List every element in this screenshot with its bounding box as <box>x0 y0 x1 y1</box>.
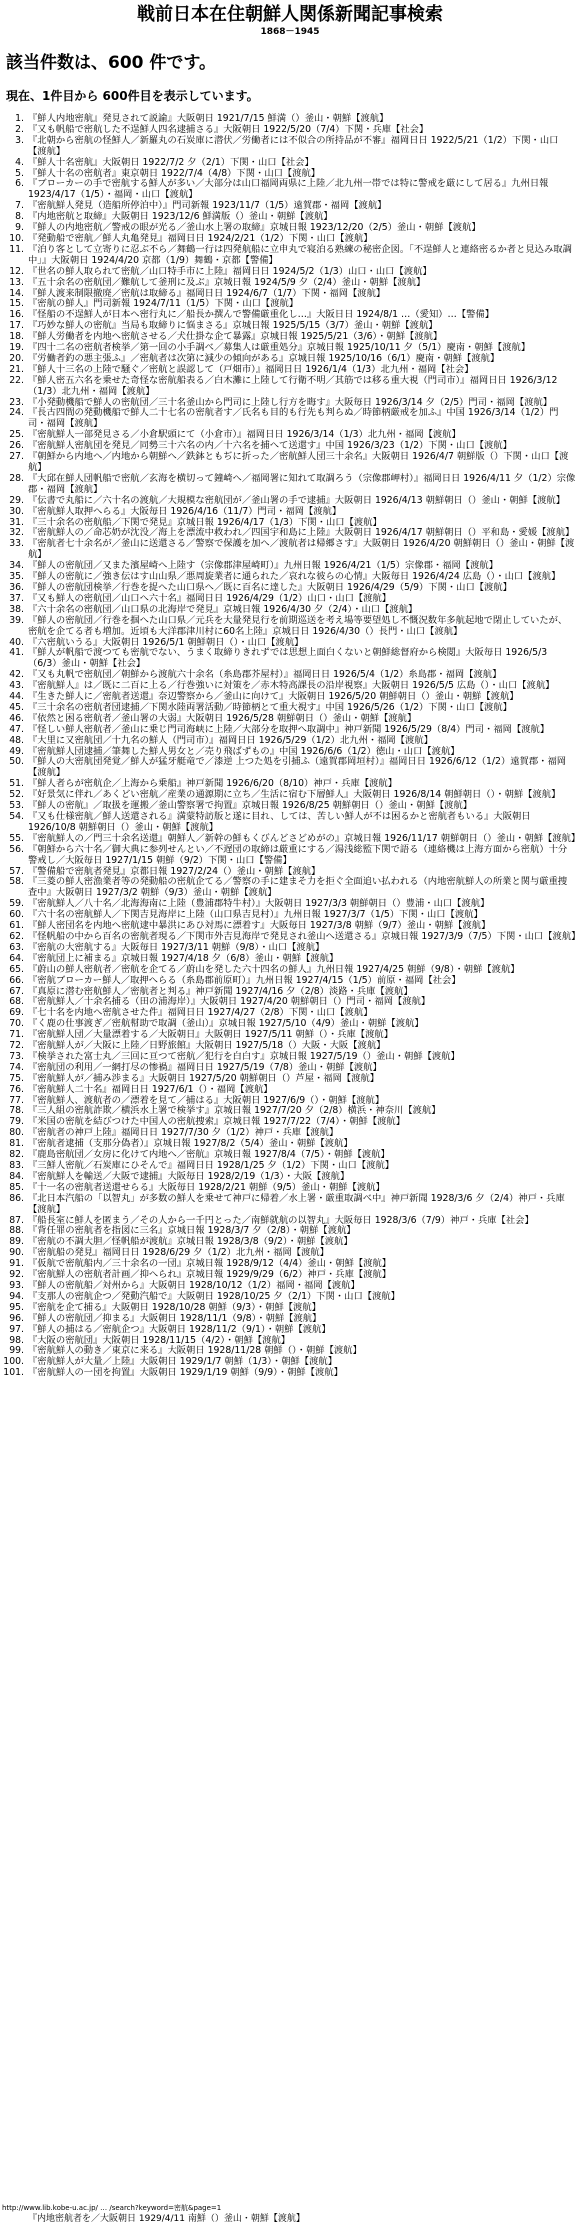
list-item-number: 64. <box>9 952 24 964</box>
list-item-number: 99. <box>9 1345 24 1357</box>
article-link[interactable]: 『密航鮮人が／大阪に上陸／日野旅館』大阪朝日 1927/5/18（）大阪・大阪【渡航】 <box>28 1040 386 1052</box>
list-item-number: 74. <box>9 1061 24 1073</box>
list-item <box>0 877 580 899</box>
list-item-number: 32. <box>9 527 24 539</box>
article-link[interactable]: 『密航ブローカー鮮人／取押へらる（糸島郡前原町）』九州日報 1927/4/15（1/5）前原・福岡【社会】 <box>28 974 461 986</box>
list-item-number: 65. <box>9 963 24 975</box>
article-link[interactable]: 『ブローカーの手で密航する鮮人が多い／大部分は山口福岡両県に上陸／北九州一帯では特に警戒を厳にして居る』九州日報 1923/4/17（1/5）・福岡・山口【渡航】 <box>28 178 549 201</box>
list-item-number: 50. <box>9 756 24 768</box>
article-link[interactable]: 『三鮮人密航／石炭庫にひそんで』福岡日日 1928/1/25 夕（1/2）下関・山口【渡航】 <box>28 1160 395 1171</box>
article-link[interactable]: 『鮮人の密航船／対州から』大阪朝日 1928/10/12（1/2）福岡・福岡【渡航】 <box>28 1279 360 1291</box>
list-item <box>0 474 580 496</box>
article-link[interactable]: 『密航鮮人の／門三十余名送還』朝鮮人／新幹の鮮もくびんどさどめがの』京城日報 1926/11/17 朝鮮朝日（）釜山・朝鮮【渡航】 <box>28 832 580 844</box>
article-link[interactable]: 『生きた鮮人に／密航者送還』奈辺警察から／釜山に向けて』大阪朝日 1926/5/20 朝鮮朝日（）釜山・朝鮮【渡航】 <box>28 691 519 703</box>
article-link[interactable]: 『三菱の鮮人密漁業者等の発動船の密航企てる／警察の手に建まそ力を拒ぐ全面追い払われる（内地密航鮮人の所業と関与厳重捜査中』大阪朝日 1927/3/2 朝鮮（9/3）釜山・朝鮮【渡航】 <box>28 876 568 899</box>
list-item-number: 7. <box>15 200 24 212</box>
list-item-number: 20. <box>9 352 24 364</box>
list-item-number: 31. <box>9 516 24 528</box>
article-link[interactable]: 『六十余名の密航団／山口県の北海岸で発見』京城日報 1926/4/30 夕（2/4）・山口【渡航】 <box>28 603 418 615</box>
list-item-number: 46. <box>9 712 24 724</box>
list-item-number: 6. <box>15 178 24 190</box>
article-link[interactable]: 『発動船で密航／鮮人丸亀発見』福岡日日 1924/2/21（1/2）下関・山口【渡航】 <box>28 232 373 244</box>
page-title: 戦前日本在住朝鮮人関係新聞記事検索 <box>137 4 443 25</box>
article-link[interactable]: 『小発動機船で鮮人の密航団／三十名釜山から門司に上陸し行方を晦す』大阪毎日 1926/3/14 夕（2/5）門司・福岡【渡航】 <box>28 396 553 408</box>
list-item-number: 48. <box>9 734 24 746</box>
article-link[interactable]: 『米国の密航を結びつけた中国人の密航捜索』京城日報 1927/7/22（7/4）・朝鮮【渡航】 <box>28 1116 406 1128</box>
list-item-number: 26. <box>9 440 24 452</box>
list-item-number: 29. <box>9 494 24 506</box>
list-item-number: 13. <box>9 276 24 288</box>
article-link[interactable]: 『密航鮮人が大量／上陸』大阪朝日 1929/1/7 朝鮮（1/3）・朝鮮【渡航】 <box>28 1356 337 1368</box>
list-item-number: 43. <box>9 680 24 692</box>
list-item-number: 57. <box>9 865 24 877</box>
article-link[interactable]: 『鮮人の密航に／強き伝はす山山県／悪周旋業者に通られた／哀れな彼らの心情』大阪毎日 1926/4/24 広島（）・山口【渡航】 <box>28 571 561 583</box>
list-item-number: 45. <box>9 701 24 713</box>
list-item <box>0 179 580 201</box>
article-link[interactable]: 『鮮人内地密航』発見されて説諭』大阪朝日 1921/7/15 鮮満（）釜山・朝鮮【渡航】 <box>28 113 389 124</box>
article-link[interactable]: 『密航者七十余名が／釜山に送還さる／警察で保護を加へ／渡航者は帰郷さす』大阪朝日 1926/4/20 朝鮮朝日（）釜山・朝鮮【渡航】 <box>28 538 575 561</box>
list-item-number: 16. <box>9 309 24 321</box>
article-link[interactable]: 『鮮人労働者を内地へ密航させる／犬仕掛な企て暴露』京城日報 1925/5/21（3/6）・朝鮮【渡航】 <box>28 331 443 343</box>
list-item-number: 8. <box>15 211 24 223</box>
article-link[interactable]: 『密航鮮人取押へらる』大阪毎日 1926/4/16（11/7）門司・福岡【渡航】 <box>28 505 342 517</box>
article-link[interactable]: 『又も仕様密航／鮮人送還される』満蒙特訪版と遂に目れ、しては、苦しい鮮人が不は困るかと密航者もいる』大阪朝日 1926/10/8 朝鮮朝日（）釜山・朝鮮【渡航】 <box>28 811 531 833</box>
article-link[interactable]: 『怪帆船の中から百名の密航者現る／下関市外吉見海岸で発見され釜山へ送還さる』京城日報 1927/3/9（7/5）下関・山口【渡航】 <box>28 930 580 942</box>
article-link[interactable]: 『密航鮮人団／大量漂着する／大阪朝日』大阪朝日 1927/5/11 朝鮮（）・兵庫【渡航】 <box>28 1029 394 1041</box>
article-link[interactable]: 『密航鮮人が／捕み渉まる』大阪朝日 1927/5/20 朝鮮朝日（）芦屋・福岡【渡航】 <box>28 1072 380 1084</box>
article-link[interactable]: 『密航鮮人一部発見さる／小倉駅頭にて（小倉市）』福岡日日 1926/3/14（1/3）北九州・福岡【渡航】 <box>28 429 461 441</box>
article-link[interactable]: 『密航鮮人』は／既に二百に上る／行巻強いに対策を／赤木特高課長の沿岸視察』大阪朝日 1926/5/5 広島（）・山口【渡航】 <box>28 680 555 692</box>
article-link[interactable]: 『鮮人者らが密航企／上海から乗船』神戸新聞 1926/6/20（8/10）神戸・兵庫【渡航】 <box>28 778 398 790</box>
article-link[interactable]: 『密航鮮人二十名』福岡日日 1927/6/1（）・福岡【渡航】 <box>28 1083 273 1095</box>
list-item-number: 92. <box>9 1269 24 1281</box>
list-item-number: 22. <box>9 374 24 386</box>
article-link[interactable]: 『三人組の密航詐欺／横浜水上署で検挙す』京城日報 1927/7/20 夕（2/8）横浜・神奈川【渡航】 <box>28 1105 441 1117</box>
list-item-number: 11. <box>9 243 24 255</box>
list-item-number: 59. <box>9 898 24 910</box>
article-link[interactable]: 『鮮人十三名の上陸で騒ぐ／密航と誤認して（戸畑市）』福岡日日 1926/1/4（1/3）北九州・福岡【社会】 <box>28 363 474 375</box>
list-item <box>0 812 580 834</box>
article-link[interactable]: 『大里に又密航団／十九名の鮮人（門司市）』福岡日日 1926/5/29（1/2）北九州・福岡【渡航】 <box>28 734 433 746</box>
article-link[interactable]: 『十一名の密航者送還せらる』大阪毎日 1928/2/21 朝鮮（9/5）釜山・朝鮮【渡航】 <box>28 1181 385 1193</box>
article-link[interactable]: 『大邱在鮮人団帆船で密航／玄海を横切って鐘崎へ／福岡署に知れて取調ろう（宗像郡岬村）』福岡日日 1926/4/11 夕（1/2）宗像郡・福岡【渡航】 <box>28 472 576 495</box>
article-link[interactable]: 『密航鮮人／十余名捕る（田の浦海岸）』大阪朝日 1927/4/20 朝鮮朝日（）門司・福岡【渡航】 <box>28 996 431 1008</box>
article-link[interactable]: 『六十名の密航鮮人／下関吉見海岸に上陸（山口県吉見村）』九州日報 1927/3/7（1/5）下関・山口【渡航】 <box>28 909 483 921</box>
article-link[interactable]: 『背任罪の密航者を指図に三名』京城日報 1928/3/7 夕（2/8）・朝鮮【渡航】 <box>28 1225 356 1237</box>
article-link[interactable]: 『鮮人十名の密航者』東京朝日 1922/7/4（4/8）下関・山口【渡航】 <box>28 167 321 179</box>
list-item-number: 36. <box>9 581 24 593</box>
article-link[interactable]: 『密航の不調大胆／怪帆船が渡航』京城日報 1928/3/8（9/2）・朝鮮【渡航】 <box>28 1236 353 1248</box>
article-link[interactable]: 『密航鮮人を輸送／大阪で逮捕』大阪毎日 1928/2/19（1/3）・大阪【渡航】 <box>28 1170 350 1182</box>
article-link[interactable]: 『鮮人の密航団／又また濱屋崎へ上陸す（宗像郡津屋崎町）』九州日報 1926/4/21（1/5）宗像郡・福岡【渡航】 <box>28 560 498 572</box>
list-item-number: 73. <box>9 1050 24 1062</box>
list-item <box>0 1194 580 1216</box>
article-link[interactable]: 『怪しい鮮人密航者／釜山に乗じ門司海峡に上陸／大部分を取押へ取調中』神戸新聞 1926/5/29（8/4）門司・福岡【渡航】 <box>28 723 550 735</box>
article-link[interactable]: 『又も鮮人の密航団／山口へ六十名』福岡日日 1926/4/29（1/2）山口・山口【渡航】 <box>28 592 392 604</box>
list-item-number: 56. <box>9 843 24 855</box>
list-item-number: 85. <box>9 1181 24 1193</box>
article-link[interactable]: 『鮮人密五六名を乗せた奇怪な密航船表る／白木灘に上陸して行衛不明／其筋では移る重大視（門司市）』福岡日日 1926/3/12（1/3）北九州・福岡【渡航】 <box>28 374 558 397</box>
list-item-number: 95. <box>9 1301 24 1313</box>
article-link[interactable]: 『密航団の利用／一網打尽の惨禍』福岡日日 1927/5/19（7/8）釜山・朝鮮【渡航】 <box>28 1061 382 1073</box>
list-item-number: 44. <box>9 691 24 703</box>
article-link[interactable]: 『三十余名の密航船／下関で発見』京城日報 1926/4/17（1/3）下関・山口【渡航】 <box>28 516 382 528</box>
article-link[interactable]: 『怪船の不逞鮮人が日本へ密行丸に／船長か撰んで警備厳重化し…』大阪日日 1924/8/1 …（愛知）…【警備】 <box>28 309 495 321</box>
article-link[interactable]: 『朝鮮から六十名／御大典に参列せんとい／不遅団の取締は厳重にする／湯浅総監下関で語る（連絡機は上海方面から密航）十分警戒し／大阪毎日 1927/1/15 朝鮮（9/2）下関・山口【警備】 <box>28 843 568 866</box>
article-link[interactable]: 『密航者逮捕（支那分偽者）』京城日報 1927/8/2（5/4）釜山・朝鮮【渡航】 <box>28 1138 353 1150</box>
article-link[interactable]: 『密航鮮人密航団を発見／同勢三十六名の内／十六名を捕へて送還す』中国 1926/3/23（1/2）下関・山口【渡航】 <box>28 440 512 452</box>
article-link[interactable]: 『好景気に伴れ／あくどい密航／産業の通源期に立ち／生活に宿む下層鮮人』大阪朝日 1926/8/14 朝鮮朝日（）・朝鮮【渡航】 <box>28 789 561 801</box>
list-item-number: 33. <box>9 538 24 550</box>
list-item-number: 94. <box>9 1290 24 1302</box>
article-link[interactable]: 『四十二名の密航者検挙／第一回の小手調べ／募集人は厳重処分』京城日報 1925/10/11 夕（5/1）慶南・朝鮮【渡航】 <box>28 342 531 354</box>
list-item-number: 101. <box>3 1367 24 1379</box>
list-item-number: 97. <box>9 1323 24 1335</box>
page-subtitle: 1868－1945 <box>260 27 320 37</box>
result-range: 現在、1件目から 600件目を表示しています。 <box>6 89 259 103</box>
article-link[interactable]: 『密航鮮人団逮捕／筆舞した鮮人男女と／売り飛ばずもの』中国 1926/6/6（1/2）徳山・山口【渡航】 <box>28 745 460 757</box>
list-item <box>0 136 580 158</box>
article-link[interactable]: 『又も帆船で密航した不逞鮮人四名逮捕さる』大阪朝日 1922/5/20（7/4）下関・兵庫【社会】 <box>28 123 429 135</box>
article-link[interactable]: 『北日本汽船の「以智丸」が多数の鮮人を乗せて神戸に帰着／水上署・厳重取調べ中』神戸新聞 1928/3/6 夕（2/4）神戸・兵庫【渡航】 <box>28 1192 565 1215</box>
article-link[interactable]: 『巧妙な鮮人の密航』当局も取締りに悩まさる』京城日報 1925/5/15（3/7）釜山・朝鮮【渡航】 <box>28 320 438 332</box>
list-item <box>0 757 580 779</box>
article-link[interactable]: 『労働者釣の悪主張ふ』／密航者は次第に減少の傾向がある』京城日報 1925/10/16（6/1）慶南・朝鮮【渡航】 <box>28 352 500 364</box>
article-link[interactable]: 『伝書で丸船に／六十名の渡航／大規模な密航団が／釜山署の手で逮捕』大阪朝日 1926/4/13 朝鮮朝日（）釜山・朝鮮【渡航】 <box>28 494 566 506</box>
article-link[interactable]: 『鮮人渡来制限撤廃／密航は取締る』福岡日日 1924/6/7（1/7）下関・福岡【渡航】 <box>28 287 386 299</box>
article-link[interactable]: 『警備船で密航者発見』京都日報 1927/2/24（）釜山・朝鮮【渡航】 <box>28 865 321 877</box>
list-item-number: 68. <box>9 996 24 1008</box>
list-item-number: 15. <box>9 298 24 310</box>
list-item-number: 91. <box>9 1258 24 1270</box>
article-link[interactable]: 『鮮人の密航団検挙／行巻を捉へた山口県へ／既に百名に達した』大阪朝日 1926/4/29（5/9）下関・山口【渡航】 <box>28 581 512 593</box>
article-link[interactable]: 『朝鮮から内地へ／内地から朝鮮へ／鉄鉢ともぢに折った／密航鮮人団三十余名』大阪朝日 1926/4/7 朝鮮版（）下関・山口【渡航】 <box>28 451 569 473</box>
article-link[interactable]: 『鮮人の密航団／抑まる』大阪朝日 1928/11/1（9/8）・朝鮮【渡航】 <box>28 1312 322 1324</box>
article-link[interactable]: 『鮮人の密航団／行巻を掴へた山口県／元兵を大量発見行を前期巡送を考え場等要望処し不慨況数年多航起地で閉止していたが、密航を企てる者も増加。近頃も大洋郡津川村に60名上陸』京城日日 1926/4/30（）長門・山口【渡航】 <box>28 614 568 637</box>
article-link[interactable]: 『密航鮮人の動き／東京に来る』大阪朝日 1928/11/28 朝鮮（）・朝鮮【渡航】 <box>28 1345 362 1357</box>
results-list <box>0 114 580 1379</box>
list-item-number: 25. <box>9 429 24 441</box>
list-item-number: 88. <box>9 1225 24 1237</box>
list-item-number: 23. <box>9 396 24 408</box>
article-link[interactable]: 『三十余名の密航者団逮捕／下関水陸両署活動／時節柄とて重大視す』中国 1926/5/26（1/2）下関・山口【渡航】 <box>28 701 512 713</box>
article-link[interactable]: 『密航鮮人の密航者計画／抑へられ』京城日報 1929/9/29（6/2）神戸・兵庫【渡航】 <box>28 1269 392 1281</box>
article-link[interactable]: 『蔚山の鮮人密航者／密航を企てる／蔚山を発した六十四名の鮮人』九州日報 1927/4/25 朝鮮（9/8）・朝鮮【渡航】 <box>28 963 520 975</box>
list-item-number: 39. <box>9 614 24 626</box>
article-link[interactable]: 『船長室に鮮人を匿まう／その人から一千円とった／南鮮就航の以智丸』大阪毎日 1928/3/6（7/9）神戸・兵庫【社会】 <box>28 1214 534 1226</box>
list-item-number: 28. <box>9 472 24 484</box>
list-item-number: 87. <box>9 1214 24 1226</box>
list-item-number: 3. <box>15 134 24 146</box>
article-link[interactable]: 『密航鮮人／八十名／北海海南に上陸（豊浦郡特牛村）』大阪朝日 1927/3/3 朝鮮朝日（）豊浦・山口【渡航】 <box>28 898 490 910</box>
article-link[interactable]: 『長古四間の発動機船で鮮人二十七名の密航者す／氏名も目的も行先も判らぬ／時節柄厳戒を加ふ』中国 1926/3/14（1/2）門司・福岡【渡航】 <box>28 407 559 430</box>
article-link[interactable]: 『密航鮮人発見（造船所停泊中）』門司新報 1923/11/7（1/5）遠賀郡・福岡【渡航】 <box>28 200 387 212</box>
list-item-number: 71. <box>9 1029 24 1041</box>
list-item-number: 80. <box>9 1127 24 1139</box>
article-link[interactable]: 『世名の鮮人取られて密航／山口特手市に上陸』福岡日日 1924/5/2（1/3）山口・山口【渡航】 <box>28 265 432 277</box>
list-item-number: 83. <box>9 1160 24 1171</box>
list-item-number: 84. <box>9 1170 24 1182</box>
article-link[interactable]: 『く鹿の仕事渡ぎ／密航幇助で取調（釜山）』京城日報 1927/5/10（4/9）釜山・朝鮮【渡航】 <box>28 1018 424 1030</box>
list-item-number: 12. <box>9 265 24 277</box>
article-link[interactable]: 『北朝から密航の怪鮮人／新羅丸の石炭庫に潜伏／労働者には不似合の所持品が不審』福岡日日 1922/5/21（1/2）下関・山口【渡航】 <box>28 134 559 157</box>
article-link[interactable]: 『支那人の密航企つ／発動汽船で』大阪朝日 1928/10/25 夕（2/1）下関・山口【渡航】 <box>28 1290 400 1302</box>
list-item-number: 27. <box>9 451 24 463</box>
list-item-number: 60. <box>9 909 24 921</box>
list-item-number: 47. <box>9 723 24 735</box>
article-link[interactable]: 『密航者の神戸上陸』福岡日日 1927/7/30 夕（1/2）神戸・兵庫【渡航】 <box>28 1127 339 1139</box>
article-link[interactable]: 『鮮人の捕はる／密航企つ』大阪朝日 1928/11/2（9/1）・朝鮮【渡航】 <box>28 1323 331 1335</box>
list-item-number: 24. <box>9 407 24 419</box>
list-item-number: 40. <box>9 636 24 648</box>
list-item-number: 52. <box>9 789 24 801</box>
list-item-number: 37. <box>9 592 24 604</box>
article-link[interactable]: 『六密航いうる』大阪朝日 1926/5/1 朝鮮朝日（）・山口【渡航】 <box>28 636 304 648</box>
list-item-number: 81. <box>9 1138 24 1150</box>
article-link[interactable]: 『鮮人の密航』／取扱を運搬／釜山警察署で拘置』京城日報 1926/8/25 朝鮮朝日（）釜山・朝鮮【渡航】 <box>28 800 473 812</box>
article-link[interactable]: 『密航鮮人、渡航者の／漂着を見て／捕はる』大阪朝日 1927/6/9（）・朝鮮【渡航】 <box>28 1094 385 1106</box>
list-item <box>0 648 580 670</box>
list-item <box>0 376 580 398</box>
list-item-number: 75. <box>9 1072 24 1084</box>
list-item-number: 62. <box>9 930 24 942</box>
list-item-number: 61. <box>9 920 24 932</box>
list-item-number: 78. <box>9 1105 24 1117</box>
list-item-number: 58. <box>9 876 24 888</box>
list-item-number: 30. <box>9 505 24 517</box>
list-item-number: 89. <box>9 1236 24 1248</box>
list-item <box>0 616 580 638</box>
list-item-number: 93. <box>9 1279 24 1291</box>
article-link[interactable]: 『密航を企て捕る』大阪朝日 1928/10/28 朝鮮（9/3）・朝鮮【渡航】 <box>28 1301 321 1313</box>
list-item-number: 35. <box>9 571 24 583</box>
article-link[interactable]: 『検挙された富士丸／三回に亘つて密航／犯行を白白す』京城日報 1927/5/19（）釜山・朝鮮【渡航】 <box>28 1050 460 1062</box>
list-item-number: 82. <box>9 1149 24 1161</box>
list-item-number: 79. <box>9 1116 24 1128</box>
article-link[interactable]: 『泊り客として立寄りに忍ぶ不ら／舞鶴一行は四発航船に立申丸で寝泊る熟練の秘密企図。「不逞鮮人と連絡密るか者と見込み取調中」』大阪朝日 1924/4/20 京都（1/9）舞鶴・京都【警備】 <box>28 243 572 266</box>
article-link[interactable]: 『密航船の発見』福岡日日 1928/6/29 夕（1/2）北九州・福岡【渡航】 <box>28 1247 329 1259</box>
list-item <box>0 539 580 561</box>
article-link[interactable]: 『鮮人の大密航団発覚／鮮人が猛牙艇竜で／漆逆 上つた処を引捕ふ（遠賀郡岡垣村）』福岡日日 1926/6/12（1/2）遠賀郡・福岡【渡航】 <box>28 756 567 779</box>
list-item-number: 17. <box>9 320 24 332</box>
list-item-number: 63. <box>9 941 24 953</box>
list-item-number: 1. <box>15 113 24 124</box>
list-item <box>0 452 580 474</box>
article-link[interactable]: 『密航団上に補まる』京城日報 1927/4/18 夕（6/8）釜山・朝鮮【渡航】 <box>28 952 339 964</box>
list-item <box>0 408 580 430</box>
article-link[interactable]: 『鮮人十名密航』大阪朝日 1922/7/2 夕（2/1）下関・山口【社会】 <box>28 156 314 168</box>
list-item-number: 90. <box>9 1247 24 1259</box>
list-item-number: 2. <box>15 123 24 135</box>
article-link[interactable]: 『仮航で密航船内／三十余名の一団』京城日報 1928/9/12（4/4）釜山・朝鮮【渡航】 <box>28 1258 392 1270</box>
list-item-number: 34. <box>9 560 24 572</box>
article-link[interactable]: 『五十余名の密航団／難航して釜刑に及ぶ』京城日報 1924/5/9 夕（2/4）釜山・朝鮮【渡航】 <box>28 276 426 288</box>
article-link[interactable]: 『密航鮮人の一団を拘置』大阪朝日 1929/1/19 朝鮮（9/9）・朝鮮【渡航】 <box>28 1367 343 1379</box>
article-link[interactable]: 『大阪の密航団』大阪朝日 1928/11/15（4/2）・朝鮮【渡航】 <box>28 1334 291 1346</box>
result-count: 該当件数は、600 件です。 <box>6 53 217 73</box>
list-item <box>0 245 580 267</box>
list-item-number: 21. <box>9 363 24 375</box>
list-item-number: 9. <box>15 222 24 234</box>
footer-tail-text: 『内地密航者を／大阪朝日 1929/4/11 南鮮（）釜山・朝鮮【渡航】 <box>28 2214 305 2224</box>
article-link[interactable]: 『鹿島密航団／女房に化けて内地へ／密航』京城日報 1927/8/4（7/5）・朝鮮【渡航】 <box>28 1149 390 1161</box>
list-item-number: 19. <box>9 342 24 354</box>
article-link[interactable]: 『鮮人が帆船で渡つても密航でない、うまく取締りきれずでは思想上面白くないと朝鮮総督府から検閲』大阪毎日 1926/5/3（6/3）釜山・朝鮮【社会】 <box>28 647 548 670</box>
article-link[interactable]: 『鮮人密団名を内地へ密航逮中暴洪にあひ対馬に漂着す』大阪毎日 1927/3/8 朝鮮（9/7）釜山・朝鮮【渡航】 <box>28 920 491 932</box>
list-item-number: 55. <box>9 832 24 844</box>
list-item-number: 86. <box>9 1192 24 1204</box>
list-item-number: 41. <box>9 647 24 659</box>
list-item-number: 5. <box>15 167 24 179</box>
article-link[interactable]: 『鮮人の内地密航／警戒の眼が光る／釜山水上署の取締』京城日報 1923/12/20（2/5）釜山・朝鮮【渡航】 <box>28 222 481 234</box>
list-item-number: 42. <box>9 669 24 681</box>
article-link[interactable]: 『密航の大密航する』大阪毎日 1927/3/11 朝鮮（9/8）・山口【渡航】 <box>28 941 325 953</box>
article-link[interactable]: 『密航鮮人の／命芯奶が沈没／海上を漂流中救われ／四国宇和島に上陸』大阪朝日 1926/4/17 朝鮮朝日（）平和島・愛媛【渡航】 <box>28 527 575 539</box>
list-item-number: 10. <box>9 232 24 244</box>
list-item <box>0 845 580 867</box>
list-item-number: 51. <box>9 778 24 790</box>
list-item-number: 54. <box>9 811 24 822</box>
article-link[interactable]: 『内地密航と取締』大阪朝日 1923/12/6 鮮満版（）釜山・朝鮮【渡航】 <box>28 211 333 223</box>
list-item-number: 18. <box>9 331 24 343</box>
list-item <box>0 1368 580 1379</box>
list-item-number: 100. <box>3 1356 24 1368</box>
list-item-number: 67. <box>9 985 24 997</box>
article-link[interactable]: 『密航の鮮人』門司新報 1924/7/11（1/5）下関・山口【渡航】 <box>28 298 299 310</box>
list-item-number: 70. <box>9 1018 24 1030</box>
list-item-number: 72. <box>9 1040 24 1052</box>
status-url: http://www.lib.kobe-u.ac.jp/ … /search?keyword=密航&page=1 <box>2 2204 578 2213</box>
list-item-number: 14. <box>9 287 24 299</box>
list-item-number: 98. <box>9 1334 24 1346</box>
list-item-number: 76. <box>9 1083 24 1095</box>
list-item-number: 53. <box>9 800 24 812</box>
article-link[interactable]: 『依然と困る密航者／釜山署の大弱』大阪朝日 1926/5/28 朝鮮朝日（）釜山・朝鮮【渡航】 <box>28 712 417 724</box>
list-item-number: 69. <box>9 1007 24 1019</box>
list-item-number: 4. <box>15 156 24 168</box>
list-item-number: 49. <box>9 745 24 757</box>
article-link[interactable]: 『七十名を内地へ密航させた件』福岡日日 1927/4/27（2/8）下関・山口【渡航】 <box>28 1007 373 1019</box>
article-link[interactable]: 『真原に潜む密航鮮人／密航者と判る』神戸新聞 1927/4/16 夕（2/8）淡路・兵庫【渡航】 <box>28 985 413 997</box>
article-link[interactable]: 『又も丸帆で密航団／朝鮮から渡航六十余名（糸島郡芥屋村）』福岡日日 1926/5/4（1/2）糸島郡・福岡【渡航】 <box>28 669 502 681</box>
list-item-number: 38. <box>9 603 24 615</box>
list-item-number: 96. <box>9 1312 24 1324</box>
list-item-number: 66. <box>9 974 24 986</box>
list-item-number: 77. <box>9 1094 24 1106</box>
